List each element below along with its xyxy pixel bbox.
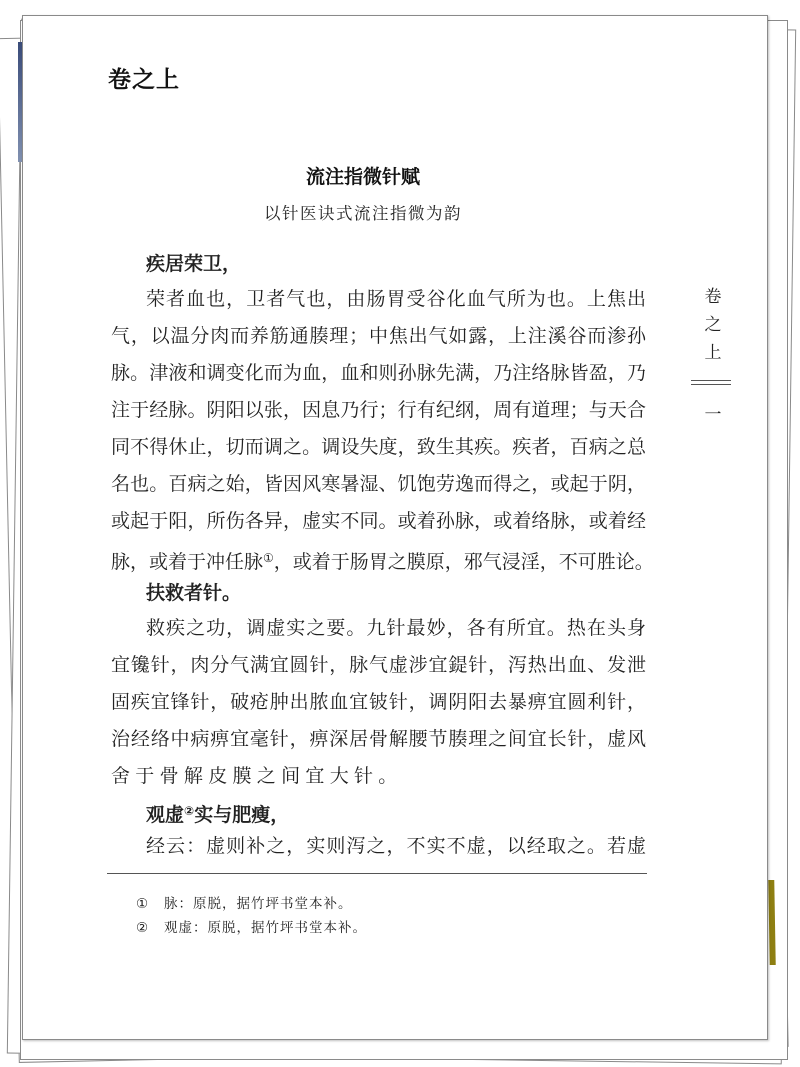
footnote-mark: ② [136,920,150,936]
text-line: 注于经脉。阴阳以张，因息乃行；行有纪纲，周有道理；与天合 [111,399,646,421]
text-line: 经云：虚则补之，实则泻之，不实不虚，以经取之。若虚 [146,835,646,857]
text-line: 同不得休止，切而调之。调设失度，致生其疾。疾者，百病之总 [111,436,646,458]
side-tab-double-rule [691,380,731,385]
section-title: 流注指微针赋 [305,166,420,188]
side-tab-char: 上 [704,343,722,363]
section-subtitle: 以针医诀式流注指微为韵 [264,204,462,223]
text-segment: ，或着于肠胃之膜原，邪气浸淫，不可胜论。 [273,551,654,573]
text-segment: 实与肥瘦， [194,804,290,826]
footnote-text: 脉：原脱，据竹坪书堂本补。 [164,896,353,912]
footnote-reference[interactable]: ① [263,551,274,565]
side-tab-char: 之 [704,315,722,335]
paragraph-heading [111,795,646,828]
text-line [111,540,654,577]
text-line: 或起于阳，所伤各异，虚实不同。或着孙脉，或着络脉，或着经 [111,510,646,532]
footnote-reference[interactable]: ② [184,804,195,818]
footnote-text: 观虚：原脱，据竹坪书堂本补。 [164,920,367,936]
paragraph-heading: 疾居荣卫， [146,253,242,275]
text-line: 治经络中病痹宜毫针，痹深居骨解腰节腠理之间宜长针，虚风 [111,728,646,750]
page-number: 一 [704,405,722,425]
text-segment: 脉，或着于冲任脉 [111,551,264,573]
text-segment: 观虚 [146,804,185,826]
text-line: 脉。津液和调变化而为血，血和则孙脉先满，乃注络脉皆盈，乃 [111,362,646,384]
text-line: 固疾宜锋针，破疮肿出脓血宜铍针，调阴阳去暴痹宜圆利针， [111,691,646,713]
text-line: 救疾之功，调虚实之要。九针最妙，各有所宜。热在头身 [146,617,646,639]
footnote-1 [136,892,353,912]
side-tab-char: 卷 [704,287,722,307]
volume-heading: 卷之上 [108,66,180,93]
text-line: 名也。百病之始，皆因风寒暑湿、饥饱劳逸而得之，或起于阴， [111,473,646,495]
footnote-2 [136,916,367,936]
footnote-divider [107,873,647,874]
text-line: 荣者血也，卫者气也，由肠胃受谷化血气所为也。上焦出 [146,288,646,310]
body-text [111,248,654,865]
book-page [22,15,768,1040]
paragraph-heading: 扶救者针。 [146,582,242,604]
footnote-mark: ① [136,896,150,912]
text-line: 舍于骨解皮膜之间宜大针。 [111,765,403,787]
text-line: 气，以温分肉而养筋通腠理；中焦出气如露，上注溪谷而渗孙 [111,325,646,347]
text-line: 宜镵针，肉分气满宜圆针，脉气虚涉宜鍉针，泻热出血、发泄 [111,654,646,676]
